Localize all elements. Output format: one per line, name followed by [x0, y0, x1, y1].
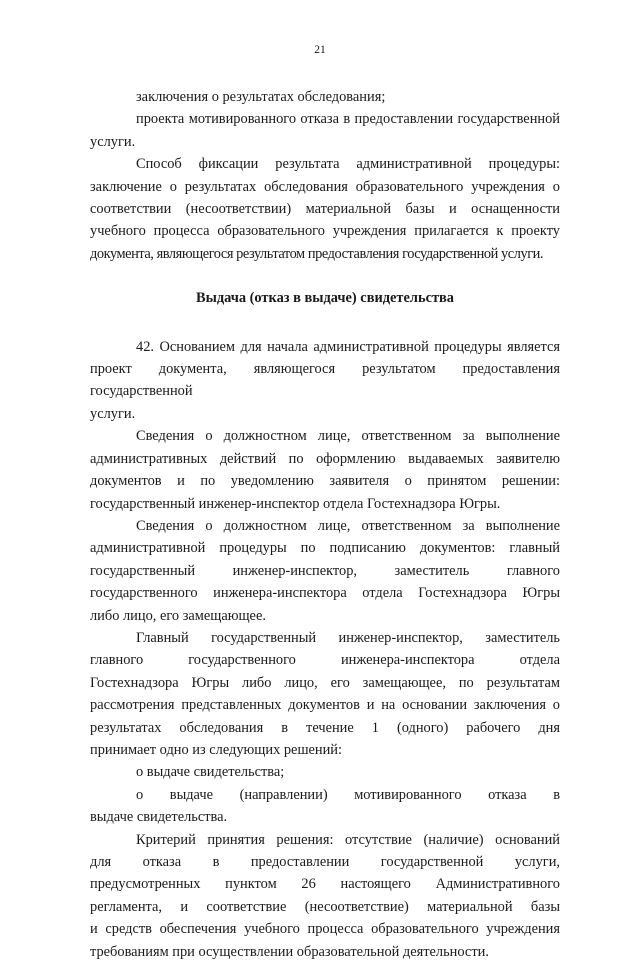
text-line: административной процедуры по подписанию документов: главный — [90, 540, 560, 557]
text-line: принимает одно из следующих решений: — [90, 741, 343, 758]
text-line: заключения о результатах обследования; — [136, 89, 386, 105]
text-line: соответствии (несоответствии) материальной базы и оснащенности — [90, 201, 560, 218]
text-line: Способ фиксации результата административной процедуры: — [136, 156, 560, 173]
text-line: административных действий по оформлению выдаваемых заявителю — [90, 450, 560, 467]
text-line: либо лицо, его замещающее. — [90, 607, 266, 624]
text-line: услуги. — [90, 405, 136, 422]
text-line: выдаче свидетельства. — [90, 809, 228, 826]
text-line: требованиям при осуществлении образовательной деятельности. — [90, 943, 489, 960]
text-line: для отказа в предоставлении государственной услуги, — [90, 854, 560, 870]
text-line: заключение о результатах обследования образовательного учреждения о — [90, 178, 560, 195]
text-line: и средств обеспечения учебного процесса образовательного учреждения — [90, 921, 560, 938]
text-line: учебного процесса образовательного учреждения прилагается к проекту — [90, 223, 560, 240]
text-line: Критерий принятия решения: отсутствие (наличие) оснований — [136, 831, 560, 848]
text-line: проект документа, являющегося результатом предоставления государственной — [90, 361, 560, 400]
text-line: предусмотренных пунктом 26 настоящего Административного — [90, 876, 560, 893]
text-line: 42. Основанием для начала административной процедуры является — [136, 338, 560, 355]
text-line: главного государственного инженера-инспектора отдела — [90, 652, 560, 669]
section-heading: Выдача (отказ в выдаче) свидетельства — [195, 290, 454, 307]
text-line: государственный инженер-инспектор отдела Гостехнадзора Югры. — [90, 495, 501, 512]
document-body — [90, 86, 560, 963]
text-line: о выдаче свидетельства; — [136, 764, 285, 781]
text-line: государственный инженер-инспектор, заместитель главного — [90, 562, 560, 579]
text-line: услуги. — [90, 133, 136, 150]
text-line: проекта мотивированного отказа в предоставлении государственной — [136, 111, 560, 128]
text-line: Главный государственный инженер-инспектор, заместитель — [136, 629, 560, 646]
text-line: регламента, и соответствие (несоответствие) материальной базы — [90, 898, 560, 915]
text-line: о выдаче (направлении) мотивированного отказа в — [136, 786, 560, 803]
text-line: Сведения о должностном лице, ответственном за выполнение — [136, 428, 560, 445]
text-line: результатах обследования в течение 1 (одного) рабочего дня — [90, 719, 560, 736]
text-line: документов и по уведомлению заявителя о принятом решении: — [90, 473, 560, 490]
text-line: Сведения о должностном лице, ответственном за выполнение — [136, 517, 560, 534]
page-number: 21 — [314, 44, 326, 56]
text-line: государственного инженера-инспектора отдела Гостехнадзора Югры — [90, 585, 560, 602]
text-line: документа, являющегося результатом предоставления государственной услуги. — [90, 245, 544, 262]
text-line: рассмотрения представленных документов и на основании заключения о — [90, 697, 560, 714]
text-line: Гостехнадзора Югры либо лицо, его замещающее, по результатам — [90, 674, 560, 691]
